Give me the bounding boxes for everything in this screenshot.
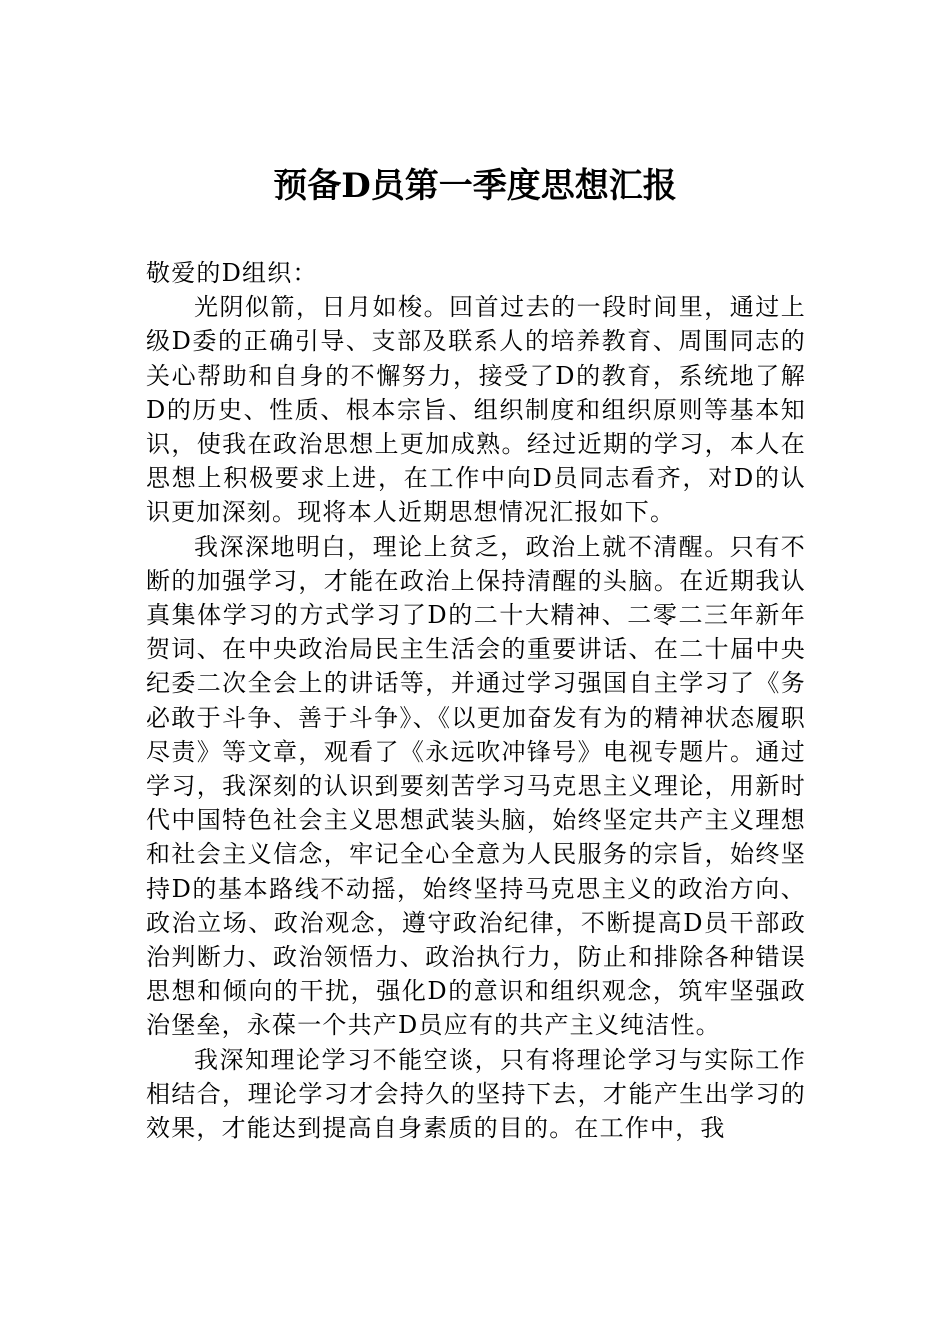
paragraph-2: 我深深地明白，理论上贫乏，政治上就不清醒。只有不断的加强学习，才能在政治上保持清醒的头脑。在近期我认真集体学习的方式学习了D的二十大精神、二零二三年新年贺词、在中央政治局民主生活会的重要讲话、在二十届中央纪委二次全会上的讲话等，并通过学习强国自主学习了《务必敢于斗争、善于斗争》、《以更加奋发有为的精神状态履职尽责》等文章，观看了《永远吹冲锋号》电视专题片。通过学习，我深刻的认识到要刻苦学习马克思主义理论，用新时代中国特色社会主义思想武装头脑，始终坚定共产主义理想和社会主义信念，牢记全心全意为人民服务的宗旨，始终坚持D的基本路线不动摇，始终坚持马克思主义的政治方向、政治立场、政治观念，遵守政治纪律，不断提高D员干部政治判断力、政治领悟力、政治执行力，防止和排除各种错误思想和倾向的干扰，强化D的意识和组织观念，筑牢坚强政治堡垒，永葆一个共产D员应有的共产主义纯洁性。 xyxy=(146,532,806,1040)
paragraph-1: 光阴似箭，日月如梭。回首过去的一段时间里，通过上级D委的正确引导、支部及联系人的培养教育、周围同志的关心帮助和自身的不懈努力，接受了D的教育，系统地了解D的历史、性质、根本宗旨、组织制度和组织原则等基本知识，使我在政治思想上更加成熟。经过近期的学习，本人在思想上积极要求上进，在工作中向D员同志看齐，对D的认识更加深刻。现将本人近期思想情况汇报如下。 xyxy=(146,293,806,527)
salutation: 敬爱的D组织： xyxy=(146,259,318,287)
document-body xyxy=(146,256,806,1145)
document-title: 预备D员第一季度思想汇报 xyxy=(273,166,677,206)
paragraph-3: 我深知理论学习不能空谈，只有将理论学习与实际工作相结合，理论学习才会持久的坚持下去，才能产生出学习的效果，才能达到提高自身素质的目的。在工作中，我 xyxy=(146,1045,806,1143)
